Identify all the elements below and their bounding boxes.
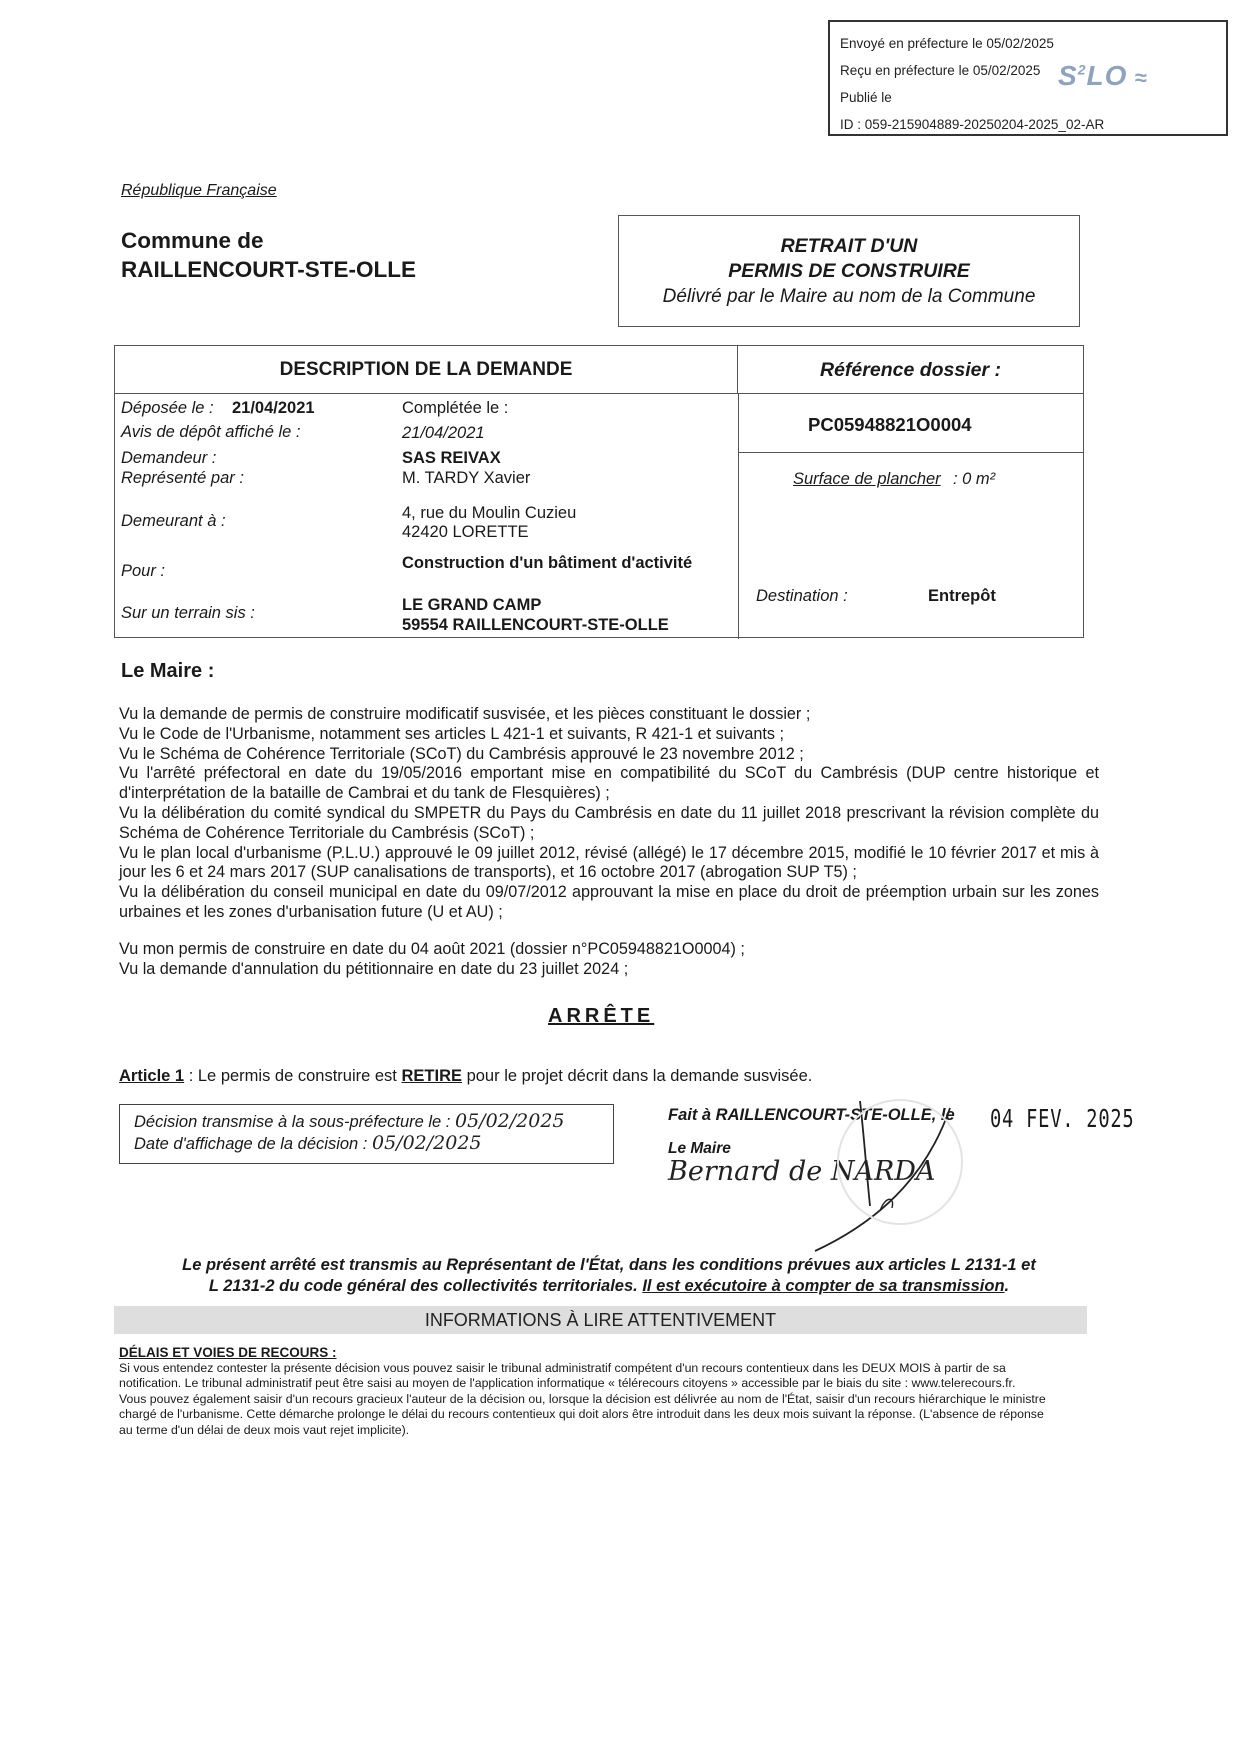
- info-banner: INFORMATIONS À LIRE ATTENTIVEMENT: [114, 1306, 1087, 1334]
- stamp-published: Publié le: [840, 90, 892, 105]
- transmission-line1: Le présent arrêté est transmis au Représentant de l'État, dans les conditions prévues aux articles L 2131-1 et: [182, 1256, 1036, 1274]
- vu-item: Vu le Code de l'Urbanisme, notamment ses articles L 421-1 et suivants, R 421-1 et suivants ;: [119, 724, 785, 743]
- article-retire: RETIRE: [401, 1067, 462, 1085]
- title-line3: Délivré par le Maire au nom de la Commune: [662, 286, 1036, 307]
- republique-label: République Française: [121, 182, 277, 199]
- reference-heading: Référence dossier :: [738, 346, 1083, 394]
- article-1: [119, 1067, 812, 1086]
- description-table: [114, 345, 1084, 638]
- demeurant-line2: 42420 LORETTE: [402, 523, 529, 541]
- considerations: [119, 705, 1099, 979]
- destination-value: Entrepôt: [928, 587, 996, 605]
- article-label: Article 1: [119, 1067, 185, 1085]
- transmission-period: .: [1004, 1277, 1010, 1295]
- deposee-value: 21/04/2021: [232, 399, 315, 417]
- handwritten-signature: [760, 1096, 980, 1256]
- decision-box: [119, 1104, 614, 1164]
- vu-item: Vu la demande d'annulation du pétitionnaire en date du 23 juillet 2024 ;: [119, 959, 629, 978]
- signature-date: 04 FEV. 2025: [990, 1104, 1135, 1133]
- demeurant-line1: 4, rue du Moulin Cuzieu: [402, 504, 577, 522]
- title-line1: RETRAIT D'UN: [780, 235, 918, 257]
- demeurant-label: Demeurant à :: [121, 512, 226, 530]
- surface-value: : 0 m²: [953, 470, 996, 488]
- article-text-post: pour le projet décrit dans la demande susvisée.: [462, 1067, 813, 1085]
- column-divider: [738, 394, 739, 639]
- surface-label: Surface de plancher: [793, 470, 941, 488]
- transmission-notice: [119, 1255, 1099, 1297]
- vu-item: Vu la délibération du conseil municipal en date du 09/07/2012 approuvant la mise en place du droit de préemption urbain sur les zones urbaines et les zones d'urbanisation future (U et AU) ;: [119, 883, 1099, 921]
- transmise-label: Décision transmise à la sous-préfecture le :: [134, 1113, 451, 1131]
- reference-number: PC05948821O0004: [808, 414, 972, 435]
- affichage-label: Date d'affichage de la décision :: [134, 1135, 368, 1153]
- represente-label: Représenté par :: [121, 469, 244, 487]
- destination-label: Destination :: [756, 587, 848, 605]
- transmission-line2: L 2131-2 du code général des collectivités territoriales.: [208, 1277, 643, 1295]
- terrain-label: Sur un terrain sis :: [121, 604, 255, 622]
- commune-line2: RAILLENCOURT-STE-OLLE: [121, 257, 416, 282]
- terrain-line2: 59554 RAILLENCOURT-STE-OLLE: [402, 616, 669, 634]
- avis-label: Avis de dépôt affiché le :: [121, 423, 301, 441]
- affichage-value: 05/02/2025: [371, 1132, 482, 1154]
- title-line2: PERMIS DE CONSTRUIRE: [728, 260, 970, 282]
- vu-item: Vu la délibération du comité syndical du SMPETR du Pays du Cambrésis en date du 11 juillet 2018 prescrivant la révision complète du Schéma de Cohérence Territoriale du Cambrésis (SCoT) ;: [119, 803, 1099, 842]
- stamp-received: Reçu en préfecture le 05/02/2025: [840, 63, 1041, 78]
- stamp-sent: Envoyé en préfecture le 05/02/2025: [840, 36, 1054, 51]
- vu-item: Vu la demande de permis de construire modificatif susvisée, et les pièces constituant le dossier ;: [119, 705, 811, 723]
- fait-a: Fait à RAILLENCOURT-STE-OLLE, le: [668, 1106, 955, 1124]
- terrain-line1: LE GRAND CAMP: [402, 596, 542, 614]
- delais-heading: DÉLAIS ET VOIES DE RECOURS :: [119, 1345, 337, 1360]
- stamp-id: ID : 059-215904889-20250204-2025_02-AR: [840, 117, 1105, 132]
- description-heading: DESCRIPTION DE LA DEMANDE: [115, 346, 738, 394]
- pour-label: Pour :: [121, 562, 166, 580]
- completee-label: Complétée le :: [402, 399, 509, 417]
- document-title-box: [618, 215, 1080, 327]
- completee-value: 21/04/2021: [402, 424, 485, 442]
- vu-item: Vu le Schéma de Cohérence Territoriale (SCoT) du Cambrésis approuvé le 23 novembre 2012 ;: [119, 744, 804, 763]
- vu-item: Vu mon permis de construire en date du 04 août 2021 (dossier n°PC05948821O0004) ;: [119, 939, 745, 958]
- delais-paragraph: Vous pouvez également saisir d'un recours gracieux l'auteur de la décision ou, lorsque la décision est délivrée au nom de l'État, saisir d'un recours hiérarchique le ministre chargé de l'urbanisme. Cette démarche prolonge le délai du recours contentieux qui doit alors être introduit dans les deux mois suivant la réponse. (L'absence de réponse au terme d'un délai de deux mois vaut rejet implicite).: [119, 1391, 1046, 1437]
- s2lo-logo: $S^2LO$ ≈: [1058, 60, 1148, 91]
- maire-heading: Le Maire :: [121, 660, 215, 682]
- article-text-pre: : Le permis de construire est: [184, 1067, 402, 1085]
- demandeur-value: SAS REIVAX: [402, 449, 501, 467]
- deposee-label: Déposée le :: [121, 399, 214, 417]
- prefecture-stamp: [828, 20, 1228, 136]
- represente-value: M. TARDY Xavier: [402, 469, 531, 487]
- arrete-heading: ARRÊTE: [548, 1005, 655, 1027]
- maire-name: Bernard de NARDA: [668, 1156, 936, 1187]
- transmise-value: 05/02/2025: [454, 1110, 565, 1132]
- demandeur-label: Demandeur :: [121, 449, 217, 467]
- commune-line1: Commune de: [121, 228, 264, 253]
- vu-item: Vu le plan local d'urbanisme (P.L.U.) approuvé le 09 juillet 2012, révisé (allégé) le 17 décembre 2015, modifié le 10 février 2017 et mis à jour les 6 et 24 mars 2017 (SUP canalisations de transports), et 16 octobre 2017 (abrogation SUP T5) ;: [119, 843, 1099, 882]
- maire-role: Le Maire: [668, 1140, 731, 1157]
- pour-value: Construction d'un bâtiment d'activité: [402, 554, 693, 572]
- executoire-text: Il est exécutoire à compter de sa transmission: [642, 1277, 1005, 1295]
- delais-section: [119, 1345, 1059, 1438]
- delais-paragraph: Si vous entendez contester la présente décision vous pouvez saisir le tribunal administratif compétent d'un recours contentieux dans les DEUX MOIS à partir de sa notification. Le tribunal administratif peut être saisi au moyen de l'application informatique « télérecours citoyens » accessible par le biais du site : www.telerecours.fr.: [119, 1360, 1016, 1390]
- vu-item: Vu l'arrêté préfectoral en date du 19/05/2016 emportant mise en compatibilité du SCoT du Cambrésis (DUP centre historique et d'interprétation de la bataille de Cambrai et du tank de Flesquières) ;: [119, 764, 1099, 803]
- reference-divider: [738, 452, 1083, 453]
- commune-name: [121, 226, 416, 284]
